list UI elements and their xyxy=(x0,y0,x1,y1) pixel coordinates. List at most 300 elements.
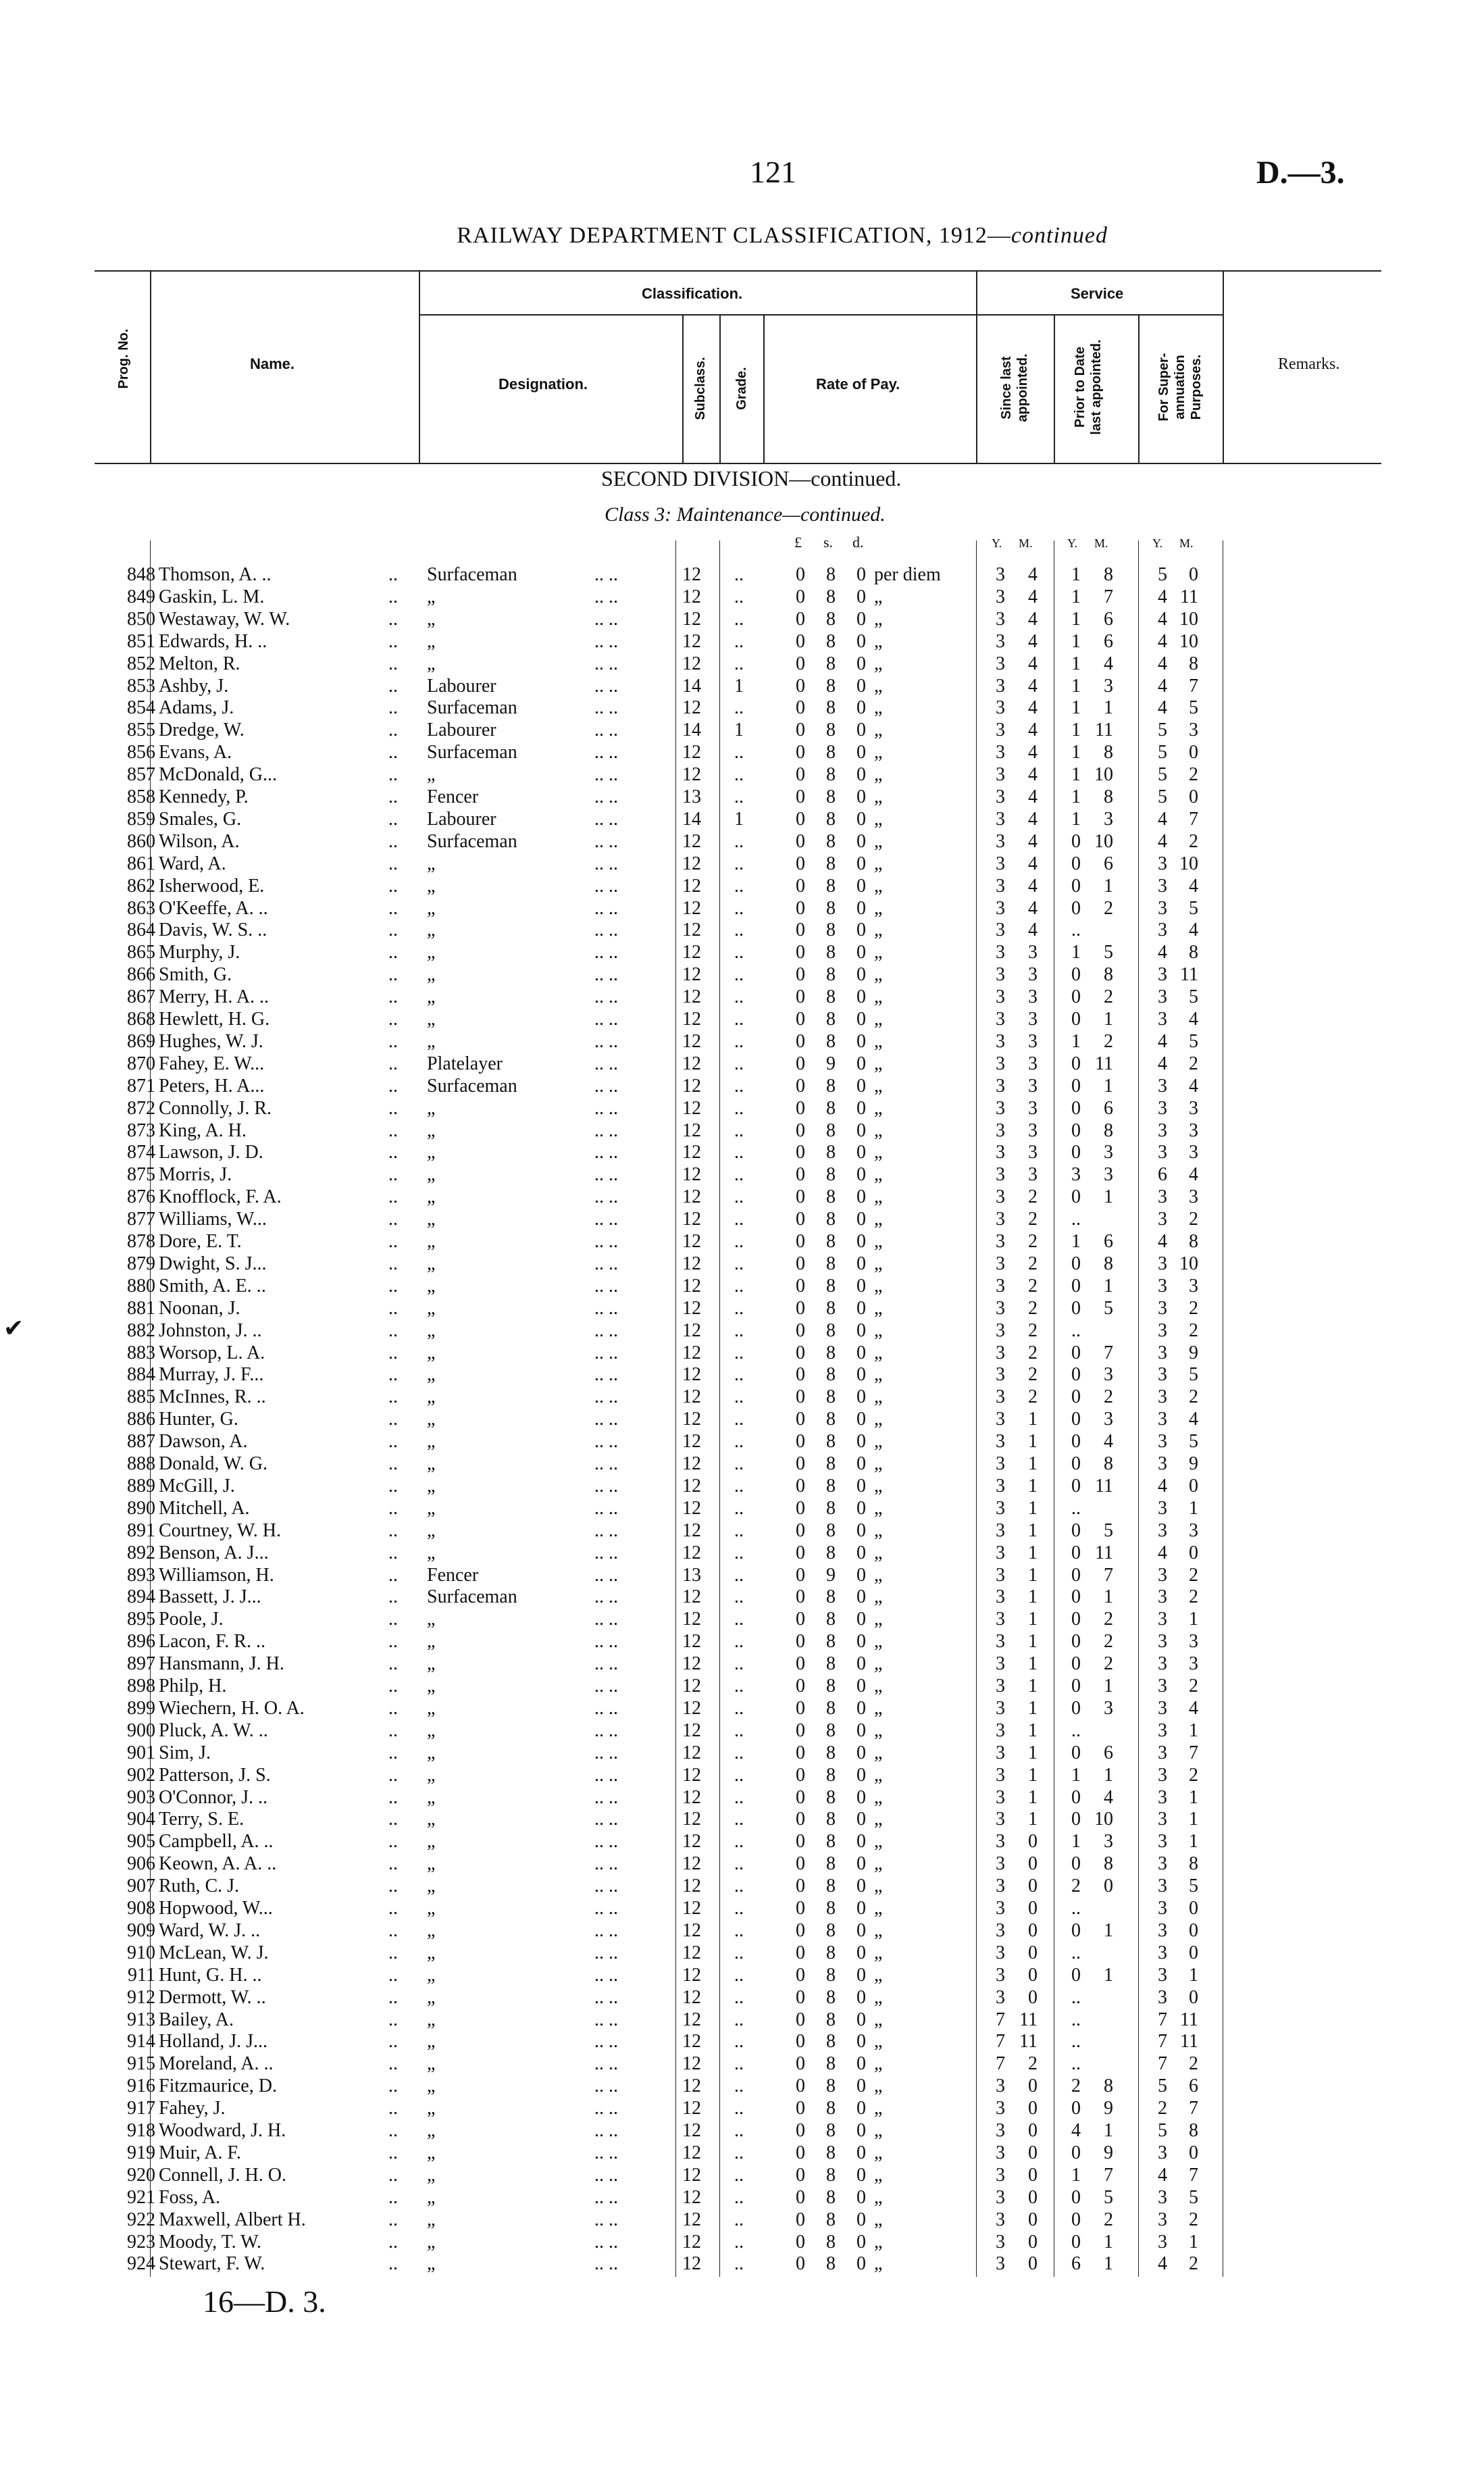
header-divider-1 xyxy=(150,270,151,463)
since-months: 0 xyxy=(1028,2253,1038,2275)
pay-pounds: 0 xyxy=(796,986,805,1008)
pay-shillings: 8 xyxy=(826,697,836,719)
grade: .. xyxy=(734,1164,744,1186)
since-years: 3 xyxy=(996,1097,1005,1119)
body-rule-super xyxy=(1138,540,1139,2277)
subclass: 12 xyxy=(682,1542,701,1563)
employee-name: Adams, J. xyxy=(159,697,234,719)
pay-shillings: 8 xyxy=(826,920,836,941)
leader-dots: .. .. xyxy=(594,1364,618,1386)
super-months: 8 xyxy=(1189,1231,1198,1252)
super-years: 4 xyxy=(1158,675,1167,697)
pay-period: „ xyxy=(874,675,883,697)
prior-years: 0 xyxy=(1071,1009,1081,1030)
pay-pence: 0 xyxy=(856,564,866,585)
employee-name: Bailey, A. xyxy=(159,2009,234,2030)
employee-name: Peters, H. A... xyxy=(159,1075,265,1097)
pay-pounds: 0 xyxy=(796,1253,805,1274)
employee-name: Murray, J. F... xyxy=(159,1364,264,1386)
super-months: 0 xyxy=(1189,564,1198,585)
super-months: 1 xyxy=(1189,1809,1198,1830)
pay-period: „ xyxy=(874,2053,883,2075)
leader-dots: .. xyxy=(388,1253,398,1274)
pay-period: „ xyxy=(874,1653,883,1675)
prior-months: 10 xyxy=(1094,764,1113,786)
since-years: 3 xyxy=(996,2075,1005,2097)
subclass: 13 xyxy=(682,786,701,807)
prior-months: 1 xyxy=(1104,2120,1113,2141)
header-divider-8 xyxy=(1138,314,1140,463)
leader-dots: .. xyxy=(388,1231,398,1252)
designation: „ xyxy=(427,2009,436,2030)
pay-pounds: 0 xyxy=(796,1697,805,1719)
pay-pounds: 0 xyxy=(796,1030,805,1052)
subclass: 12 xyxy=(682,1653,701,1675)
prog-no: 886 xyxy=(127,1409,155,1430)
pay-pounds: 0 xyxy=(796,1231,805,1252)
prior-years: 0 xyxy=(1071,1075,1081,1097)
super-months: 2 xyxy=(1189,1586,1198,1608)
body-rule-pay xyxy=(976,540,977,2277)
designation: „ xyxy=(427,1342,436,1363)
grade: .. xyxy=(734,1919,744,1941)
super-years: 4 xyxy=(1158,653,1167,674)
since-years: 3 xyxy=(996,2120,1005,2141)
pay-shillings: 8 xyxy=(826,630,836,652)
designation: „ xyxy=(427,1253,436,1274)
super-years: 4 xyxy=(1158,2164,1167,2186)
grade: .. xyxy=(734,2098,744,2119)
subclass: 12 xyxy=(682,1119,701,1141)
since-months: 4 xyxy=(1028,742,1038,763)
since-months: 0 xyxy=(1028,2075,1038,2097)
leader-dots: .. .. xyxy=(594,1030,618,1052)
employee-name: Campbell, A. .. xyxy=(159,1831,274,1853)
pay-pence: 0 xyxy=(856,1519,866,1541)
prior-years: 0 xyxy=(1071,1919,1081,1941)
leader-dots: .. .. xyxy=(594,1919,618,1941)
employee-name: Patterson, J. S. xyxy=(159,1764,271,1786)
subclass: 12 xyxy=(682,1275,701,1297)
super-months: 5 xyxy=(1189,986,1198,1008)
designation: „ xyxy=(427,1697,436,1719)
prior-years: 0 xyxy=(1071,853,1081,874)
leader-dots: .. .. xyxy=(594,1986,618,2008)
subclass: 12 xyxy=(682,564,701,585)
pay-period: „ xyxy=(874,1231,883,1252)
pay-period: „ xyxy=(874,1831,883,1853)
prior-years: 1 xyxy=(1071,764,1081,786)
employee-name: Evans, A. xyxy=(159,742,232,763)
since-years: 3 xyxy=(996,1653,1005,1675)
leader-dots: .. xyxy=(388,1809,398,1830)
leader-dots: .. xyxy=(388,1786,398,1808)
employee-name: Sim, J. xyxy=(159,1742,211,1763)
prior-months: 3 xyxy=(1104,1697,1113,1719)
pay-period: „ xyxy=(874,897,883,919)
pay-pounds: 0 xyxy=(796,1075,805,1097)
pay-shillings: 8 xyxy=(826,2031,836,2053)
leader-dots: .. .. xyxy=(594,2231,618,2253)
leader-dots: .. .. xyxy=(594,608,618,630)
pay-period: „ xyxy=(874,1609,883,1630)
employee-name: Pluck, A. W. .. xyxy=(159,1719,268,1741)
prog-no: 922 xyxy=(127,2209,155,2230)
header-bottom-rule xyxy=(95,463,1381,464)
subclass: 12 xyxy=(682,1809,701,1830)
pay-period: „ xyxy=(874,1631,883,1653)
subclass: 12 xyxy=(682,1497,701,1519)
prior-years: 0 xyxy=(1071,830,1081,852)
prog-no: 924 xyxy=(127,2253,155,2275)
since-years: 3 xyxy=(996,1231,1005,1252)
since-months: 0 xyxy=(1028,1919,1038,1941)
prior-months: 8 xyxy=(1104,742,1113,763)
prog-no: 898 xyxy=(127,1676,155,1696)
designation: „ xyxy=(427,1719,436,1741)
unit-since-m: M. xyxy=(1019,536,1033,550)
pay-pence: 0 xyxy=(856,986,866,1008)
pay-pence: 0 xyxy=(856,1831,866,1853)
since-months: 1 xyxy=(1028,1719,1038,1741)
grade: .. xyxy=(734,1186,744,1208)
pay-shillings: 8 xyxy=(826,964,836,986)
since-months: 0 xyxy=(1028,2209,1038,2230)
pay-shillings: 8 xyxy=(826,1631,836,1653)
since-months: 4 xyxy=(1028,875,1038,897)
prior-months: 1 xyxy=(1104,875,1113,897)
prog-no: 894 xyxy=(127,1586,155,1608)
subclass: 12 xyxy=(682,1453,701,1474)
pay-shillings: 8 xyxy=(826,2009,836,2030)
leader-dots: .. .. xyxy=(594,1186,618,1208)
designation: „ xyxy=(427,1786,436,1808)
super-months: 3 xyxy=(1189,720,1198,741)
since-years: 3 xyxy=(996,1609,1005,1630)
designation: „ xyxy=(427,2075,436,2097)
since-months: 0 xyxy=(1028,1876,1038,1897)
pay-pounds: 0 xyxy=(796,964,805,986)
prior-years: 0 xyxy=(1071,1453,1081,1474)
subclass: 12 xyxy=(682,1409,701,1430)
prog-no: 863 xyxy=(127,897,155,919)
subclass: 12 xyxy=(682,1876,701,1897)
leader-dots: .. xyxy=(388,720,398,741)
since-months: 2 xyxy=(1028,1253,1038,1274)
pay-shillings: 8 xyxy=(826,2253,836,2275)
subclass: 12 xyxy=(682,586,701,607)
pay-period: „ xyxy=(874,630,883,652)
super-months: 5 xyxy=(1189,1030,1198,1052)
employee-name: McInnes, R. .. xyxy=(159,1386,266,1408)
since-months: 4 xyxy=(1028,564,1038,585)
since-years: 3 xyxy=(996,1030,1005,1052)
subclass: 12 xyxy=(682,1364,701,1386)
super-months: 11 xyxy=(1180,964,1198,986)
since-years: 3 xyxy=(996,1431,1005,1453)
since-months: 3 xyxy=(1028,1030,1038,1052)
since-years: 3 xyxy=(996,1142,1005,1163)
pay-shillings: 8 xyxy=(826,1342,836,1363)
header-divider-5 xyxy=(763,314,765,463)
leader-dots: .. xyxy=(388,1319,398,1341)
designation: „ xyxy=(427,2053,436,2075)
leader-dots: .. xyxy=(388,2120,398,2141)
prior-months: 11 xyxy=(1095,1475,1113,1496)
leader-dots: .. .. xyxy=(594,1853,618,1875)
prog-no: 905 xyxy=(127,1831,155,1853)
pay-shillings: 8 xyxy=(826,2075,836,2097)
super-months: 0 xyxy=(1189,742,1198,763)
pay-pounds: 0 xyxy=(796,1209,805,1230)
grade: .. xyxy=(734,742,744,763)
pay-shillings: 8 xyxy=(826,1519,836,1541)
grade: .. xyxy=(734,1431,744,1453)
prior-months: 8 xyxy=(1104,1453,1113,1474)
since-months: 1 xyxy=(1028,1653,1038,1675)
designation: „ xyxy=(427,608,436,630)
subclass: 12 xyxy=(682,1209,701,1230)
class-line: Class 3: Maintenance—continued. xyxy=(605,503,886,526)
since-months: 1 xyxy=(1028,1809,1038,1830)
since-years: 3 xyxy=(996,1919,1005,1941)
leader-dots: .. xyxy=(388,1297,398,1319)
pay-pounds: 0 xyxy=(796,1142,805,1163)
leader-dots: .. xyxy=(388,1942,398,1963)
since-months: 1 xyxy=(1028,1431,1038,1453)
leader-dots: .. xyxy=(388,1453,398,1474)
since-years: 7 xyxy=(996,2009,1005,2030)
prior-years: 1 xyxy=(1071,653,1081,674)
pay-pounds: 0 xyxy=(796,1409,805,1430)
pay-pounds: 0 xyxy=(796,2031,805,2053)
prog-no: 867 xyxy=(127,986,155,1008)
leader-dots: .. .. xyxy=(594,1053,618,1074)
super-months: 2 xyxy=(1189,2053,1198,2075)
pay-pounds: 0 xyxy=(796,764,805,786)
leader-dots: .. .. xyxy=(594,1231,618,1252)
pay-shillings: 8 xyxy=(826,1919,836,1941)
since-years: 3 xyxy=(996,1453,1005,1474)
designation: Surfaceman xyxy=(427,564,517,585)
prior-months: 8 xyxy=(1104,786,1113,807)
since-months: 4 xyxy=(1028,720,1038,741)
designation: „ xyxy=(427,1542,436,1563)
pay-pounds: 0 xyxy=(796,1986,805,2008)
employee-name: Gaskin, L. M. xyxy=(159,586,265,607)
prior-years: 1 xyxy=(1071,630,1081,652)
leader-dots: .. .. xyxy=(594,897,618,919)
title-main: RAILWAY DEPARTMENT CLASSIFICATION, 1912— xyxy=(457,223,1011,248)
pay-pence: 0 xyxy=(856,1697,866,1719)
page-title xyxy=(0,223,1108,249)
subclass: 12 xyxy=(682,1142,701,1163)
prior-years: 0 xyxy=(1071,1542,1081,1563)
subclass-header: Subclass. xyxy=(693,357,708,420)
prior-years: 0 xyxy=(1071,1809,1081,1830)
leader-dots: .. xyxy=(388,2009,398,2030)
pay-shillings: 8 xyxy=(826,742,836,763)
pay-shillings: 8 xyxy=(826,1475,836,1496)
leader-dots: .. xyxy=(388,2075,398,2097)
pay-pounds: 0 xyxy=(796,1631,805,1653)
grade: .. xyxy=(734,1876,744,1897)
leader-dots: .. xyxy=(388,920,398,941)
super-months: 7 xyxy=(1189,675,1198,697)
since-years: 3 xyxy=(996,1519,1005,1541)
prog-no: 865 xyxy=(127,942,155,963)
prior-years: 1 xyxy=(1071,942,1081,963)
designation: „ xyxy=(427,2164,436,2186)
pay-pence: 0 xyxy=(856,2142,866,2163)
prior-years: 1 xyxy=(1071,564,1081,585)
designation: „ xyxy=(427,2209,436,2230)
classification-rule xyxy=(419,314,1223,316)
pay-pence: 0 xyxy=(856,1609,866,1630)
designation: „ xyxy=(427,1964,436,1986)
header-divider-3 xyxy=(682,314,684,463)
prior-months: 3 xyxy=(1104,1364,1113,1386)
leader-dots: .. xyxy=(388,742,398,763)
super-months: 4 xyxy=(1189,1409,1198,1430)
designation: Fencer xyxy=(427,1564,479,1586)
subclass: 12 xyxy=(682,1431,701,1453)
pay-pounds: 0 xyxy=(796,1364,805,1386)
pay-pence: 0 xyxy=(856,1898,866,1919)
prog-no: 909 xyxy=(127,1919,155,1941)
grade: .. xyxy=(734,986,744,1008)
prog-no: 871 xyxy=(127,1075,155,1097)
prog-no: 912 xyxy=(127,1986,155,2008)
leader-dots: .. xyxy=(388,1497,398,1519)
pay-pounds: 0 xyxy=(796,875,805,897)
designation: „ xyxy=(427,1809,436,1830)
pay-pence: 0 xyxy=(856,1786,866,1808)
leader-dots: .. xyxy=(388,2231,398,2253)
pay-period: „ xyxy=(874,764,883,786)
since-years: 3 xyxy=(996,1786,1005,1808)
since-years: 3 xyxy=(996,920,1005,941)
pay-pence: 0 xyxy=(856,1142,866,1163)
super-months: 11 xyxy=(1180,586,1198,607)
pay-pounds: 0 xyxy=(796,1519,805,1541)
subclass: 12 xyxy=(682,1186,701,1208)
leader-dots: .. xyxy=(388,675,398,697)
prior-years: 0 xyxy=(1071,1475,1081,1496)
since-years: 3 xyxy=(996,608,1005,630)
super-years: 3 xyxy=(1158,1653,1167,1675)
since-years: 3 xyxy=(996,2142,1005,2163)
employee-name: Hewlett, H. G. xyxy=(159,1009,270,1030)
pay-pence: 0 xyxy=(856,1009,866,1030)
leader-dots: .. xyxy=(388,653,398,674)
prior-years: 0 xyxy=(1071,1676,1081,1696)
leader-dots: .. xyxy=(388,875,398,897)
pay-period: „ xyxy=(874,2075,883,2097)
pay-shillings: 8 xyxy=(826,1364,836,1386)
leader-dots: .. xyxy=(388,1075,398,1097)
designation: „ xyxy=(427,875,436,897)
pay-pounds: 0 xyxy=(796,1742,805,1763)
prior-years: 2 xyxy=(1071,2075,1081,2097)
since-years: 3 xyxy=(996,1297,1005,1319)
leader-dots: .. .. xyxy=(594,1586,618,1608)
subclass: 12 xyxy=(682,2053,701,2075)
employee-name: Foss, A. xyxy=(159,2186,221,2208)
super-months: 7 xyxy=(1189,2098,1198,2119)
super-years: 4 xyxy=(1158,586,1167,607)
leader-dots: .. .. xyxy=(594,564,618,585)
pay-shillings: 8 xyxy=(826,720,836,741)
designation: „ xyxy=(427,1876,436,1897)
grade: .. xyxy=(734,920,744,941)
prior-years: 0 xyxy=(1071,2209,1081,2230)
since-months: 1 xyxy=(1028,1497,1038,1519)
pay-period: „ xyxy=(874,1409,883,1430)
prior-years: 3 xyxy=(1071,1164,1081,1186)
since-years: 3 xyxy=(996,1164,1005,1186)
designation: Surfaceman xyxy=(427,697,517,719)
super-years: 3 xyxy=(1158,1564,1167,1586)
super-years: 3 xyxy=(1158,1876,1167,1897)
prog-no: 911 xyxy=(128,1964,155,1986)
subclass: 12 xyxy=(682,1030,701,1052)
prior-years: .. xyxy=(1071,1986,1081,2008)
subclass: 12 xyxy=(682,1164,701,1186)
pay-period: „ xyxy=(874,1964,883,1986)
pay-pence: 0 xyxy=(856,1986,866,2008)
pay-period: „ xyxy=(874,1275,883,1297)
pay-shillings: 8 xyxy=(826,1275,836,1297)
pay-pounds: 0 xyxy=(796,1586,805,1608)
since-months: 3 xyxy=(1028,942,1038,963)
subclass: 12 xyxy=(682,1631,701,1653)
grade: .. xyxy=(734,2031,744,2053)
pay-shillings: 8 xyxy=(826,675,836,697)
since-months: 3 xyxy=(1028,1053,1038,1074)
pay-pence: 0 xyxy=(856,964,866,986)
designation: „ xyxy=(427,764,436,786)
super-years: 3 xyxy=(1158,1453,1167,1474)
grade: .. xyxy=(734,897,744,919)
since-months: 0 xyxy=(1028,1853,1038,1875)
super-years: 3 xyxy=(1158,1742,1167,1763)
since-months: 3 xyxy=(1028,1009,1038,1030)
body-rule-grade xyxy=(719,540,720,2277)
prog-no: 919 xyxy=(127,2142,155,2163)
pay-shillings: 8 xyxy=(826,830,836,852)
leader-dots: .. .. xyxy=(594,2098,618,2119)
leader-dots: .. .. xyxy=(594,920,618,941)
super-years: 3 xyxy=(1158,1786,1167,1808)
prior-months: 3 xyxy=(1104,808,1113,830)
prior-years: 0 xyxy=(1071,1297,1081,1319)
leader-dots: .. .. xyxy=(594,2075,618,2097)
employee-name: Hunt, G. H. .. xyxy=(159,1964,262,1986)
pay-shillings: 8 xyxy=(826,564,836,585)
designation: „ xyxy=(427,1898,436,1919)
grade: .. xyxy=(734,1231,744,1252)
pay-period: „ xyxy=(874,1342,883,1363)
grade: .. xyxy=(734,1853,744,1875)
pay-shillings: 8 xyxy=(826,808,836,830)
employee-name: Merry, H. A. .. xyxy=(159,986,270,1008)
pay-pence: 0 xyxy=(856,1297,866,1319)
pay-shillings: 8 xyxy=(826,1653,836,1675)
pay-pence: 0 xyxy=(856,1497,866,1519)
pay-pence: 0 xyxy=(856,1742,866,1763)
pay-pence: 0 xyxy=(856,1586,866,1608)
